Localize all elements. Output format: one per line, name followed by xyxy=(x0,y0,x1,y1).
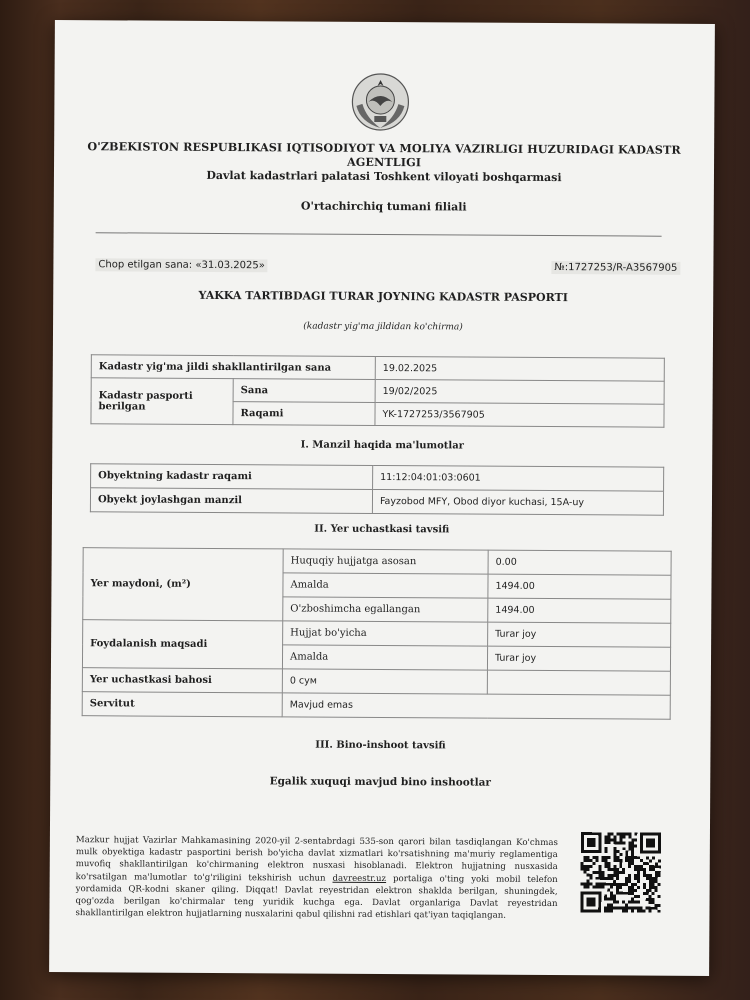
cadastral-number-value: 11:12:04:01:03:0601 xyxy=(373,465,664,491)
purpose-actual-label: Amalda xyxy=(282,645,487,670)
legal-area-value: 0.00 xyxy=(488,550,671,575)
self-occupied-value: 1494.00 xyxy=(488,598,671,623)
formed-date-value: 19.02.2025 xyxy=(375,356,664,381)
printed-date: Chop etilgan sana: «31.03.2025» xyxy=(95,258,268,272)
purpose-doc-label: Hujjat bo'yicha xyxy=(283,621,488,646)
passport-number-value: YK-1727253/3567905 xyxy=(375,402,664,427)
servitude-label: Servitut xyxy=(82,692,282,717)
land-area-label: Yer maydoni, (m²) xyxy=(83,548,283,621)
table-row xyxy=(83,548,671,576)
legal-notice-text-2: portaliga o'ting yoki mobil telefon yordamida QR-kodni skaner qiling. Diqqat! Davlat reyestridan elektron shaklda berilgan, shuningdek, qog'ozda berilgan ko'chirmalar teng yuridik kuchga ega. Davlat organlariga Davlat reyestridan shakllantirilgan elektron hujjatlarning nusxalarini qabul qilishni rad etishlari qat'iyan taqiqlangan. xyxy=(75,873,558,921)
land-price-value: 0 сум xyxy=(282,669,487,694)
cadastral-number-label: Obyektning kadastr raqami xyxy=(91,464,373,490)
self-occupied-label: O'zboshimcha egallangan xyxy=(283,597,488,622)
address-label: Obyekt joylashgan manzil xyxy=(90,488,372,514)
table-row xyxy=(82,692,670,720)
land-price-label: Yer uchastkasi bahosi xyxy=(82,668,282,693)
purpose-label: Foydalanish maqsadi xyxy=(82,620,282,669)
passport-number-label: Raqami xyxy=(233,402,375,426)
qr-code-icon[interactable] xyxy=(577,829,664,916)
issue-date-label: Sana xyxy=(233,379,375,403)
actual-area-label: Amalda xyxy=(283,573,488,598)
purpose-actual-value: Turar joy xyxy=(487,646,670,671)
legal-notice xyxy=(75,834,558,922)
table-row xyxy=(83,620,671,648)
issued-label: Kadastr pasporti berilgan xyxy=(91,378,233,425)
davreestr-link[interactable]: davreestr.uz xyxy=(332,873,387,884)
chamber-name: Davlat kadastrlari palatasi Toshkent viloyati boshqarmasi xyxy=(206,168,562,185)
passport-table xyxy=(90,354,664,428)
document-title: YAKKA TARTIBDAGI TURAR JOYNING KADASTR PASPORTI xyxy=(198,288,568,305)
section-title-address: I. Manzil haqida ma'lumotlar xyxy=(300,439,465,452)
purpose-doc-value: Turar joy xyxy=(488,622,671,647)
legal-notice-text-1: Mazkur hujjat Vazirlar Mahkamasining 2020-yil 2-sentabrdagi 535-son qarori bilan tasdiqlangan Ko'chmas mulk obyektiga kadastr pasportini berish bo'yicha davlat xizmatlari ko'rsatishning ma'muriy reglamentiga muvofiq shakllantirilgan ko'chirmaning elektron nusxasi hisoblanadi. Elektron hujjatning nusxasida ko'rsatilgan ma'lumotlar to'g'riligini tekshirish uchun xyxy=(75,835,558,884)
section-title-building: III. Bino-inshoot tavsifi xyxy=(315,739,446,752)
state-emblem-icon xyxy=(350,72,410,132)
servitude-value: Mavjud emas xyxy=(282,693,670,719)
actual-area-value: 1494.00 xyxy=(488,574,671,599)
agency-name: O'ZBEKISTON RESPUBLIKASI IQTISODIYOT VA MOLIYA VAZIRLIGI HUZURIDAGI KADASTR AGENTLIGI xyxy=(87,139,681,170)
address-value: Fayzobod MFY, Obod diyor kuchasi, 15A-uy xyxy=(372,489,663,515)
ownership-heading: Egalik xuquqi mavjud bino inshootlar xyxy=(269,775,491,789)
document-subtitle: (kadastr yig'ma jildidan ko'chirma) xyxy=(303,321,463,333)
section-title-land: II. Yer uchastkasi tavsifi xyxy=(314,523,450,536)
land-table xyxy=(82,547,672,720)
table-row xyxy=(91,378,664,404)
header-divider xyxy=(96,232,662,236)
table-row xyxy=(82,668,670,696)
table-row xyxy=(91,355,664,381)
empty-cell xyxy=(487,670,670,695)
document-number: №:1727253/R-A3567905 xyxy=(551,261,680,275)
address-table xyxy=(90,463,664,516)
formed-date-label: Kadastr yig'ma jildi shakllantirilgan sana xyxy=(91,355,375,380)
table-row xyxy=(91,464,664,491)
legal-area-label: Huquqiy hujjatga asosan xyxy=(283,549,488,574)
issue-date-value: 19/02/2025 xyxy=(375,379,664,404)
table-row xyxy=(90,488,663,515)
branch-name: O'rtachirchiq tumani filiali xyxy=(300,199,467,214)
document-page xyxy=(49,20,715,976)
